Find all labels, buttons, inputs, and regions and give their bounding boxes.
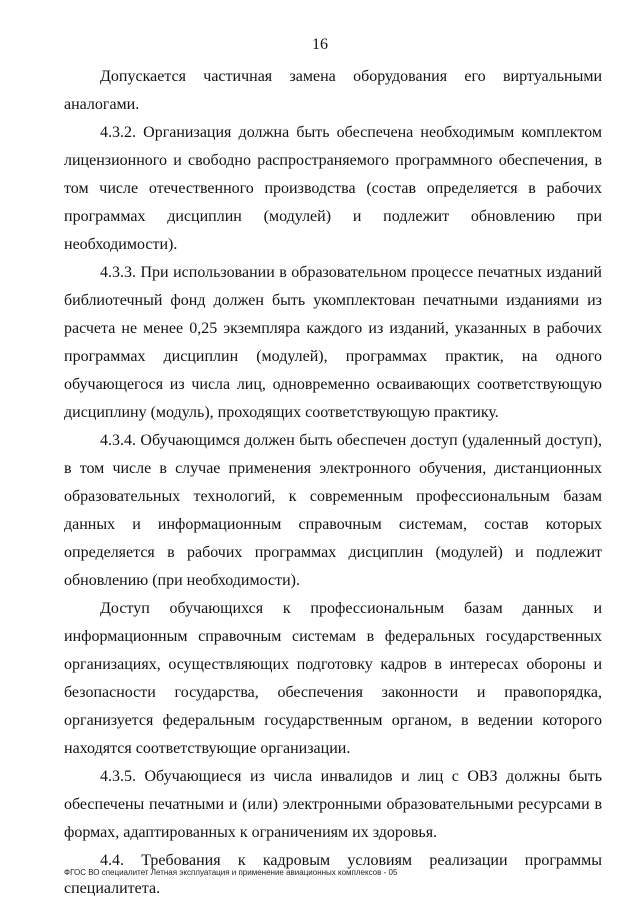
document-body: [64, 63, 602, 903]
paragraph-equipment-replacement: Допускается частичная замена оборудования его виртуальными аналогами.: [64, 68, 602, 113]
paragraph-4-3-4: 4.3.4. Обучающимся должен быть обеспечен доступ (удаленный доступ), в том числе в случае применения электронного обучения, дистанционных образовательных технологий, к современным профессиональным базам данных и информационным справочным системам, состав которых определяется в рабочих программах дисциплин (модулей) и подлежит обновлению (при необходимости).: [64, 432, 602, 589]
paragraph-database-access: Доступ обучающихся к профессиональным базам данных и информационным справочным системам в федеральных государственных организациях, осуществляющих подготовку кадров в интересах обороны и безопасности государства, обеспечения законности и правопорядка, организуется федеральным государственным органом, в ведении которого находятся соответствующие организации.: [64, 600, 602, 757]
page-footer: ФГОС ВО специалитет Летная эксплуатация и применение авиационных комплексов - 05: [64, 868, 398, 877]
page-number: 16: [312, 36, 328, 53]
paragraph-4-3-5: 4.3.5. Обучающиеся из числа инвалидов и лиц с ОВЗ должны быть обеспечены печатными и (или) электронными образовательными ресурсами в формах, адаптированных к ограничениям их здоровья.: [64, 768, 602, 841]
paragraph-4-3-3: 4.3.3. При использовании в образовательном процессе печатных изданий библиотечный фонд должен быть укомплектован печатными изданиями из расчета не менее 0,25 экземпляра каждого из изданий, указанных в рабочих программах дисциплин (модулей), программах практик, на одного обучающегося из числа лиц, одновременно осваивающих соответствующую дисциплину (модуль), проходящих соответствующую практику.: [64, 264, 602, 421]
paragraph-4-3-2: 4.3.2. Организация должна быть обеспечена необходимым комплектом лицензионного и свободно распространяемого программного обеспечения, в том числе отечественного производства (состав определяется в рабочих программах дисциплин (модулей) и подлежит обновлению при необходимости).: [64, 124, 602, 253]
paragraph-4-4: 4.4. Требования к кадровым условиям реализации программы специалитета.: [64, 852, 602, 897]
